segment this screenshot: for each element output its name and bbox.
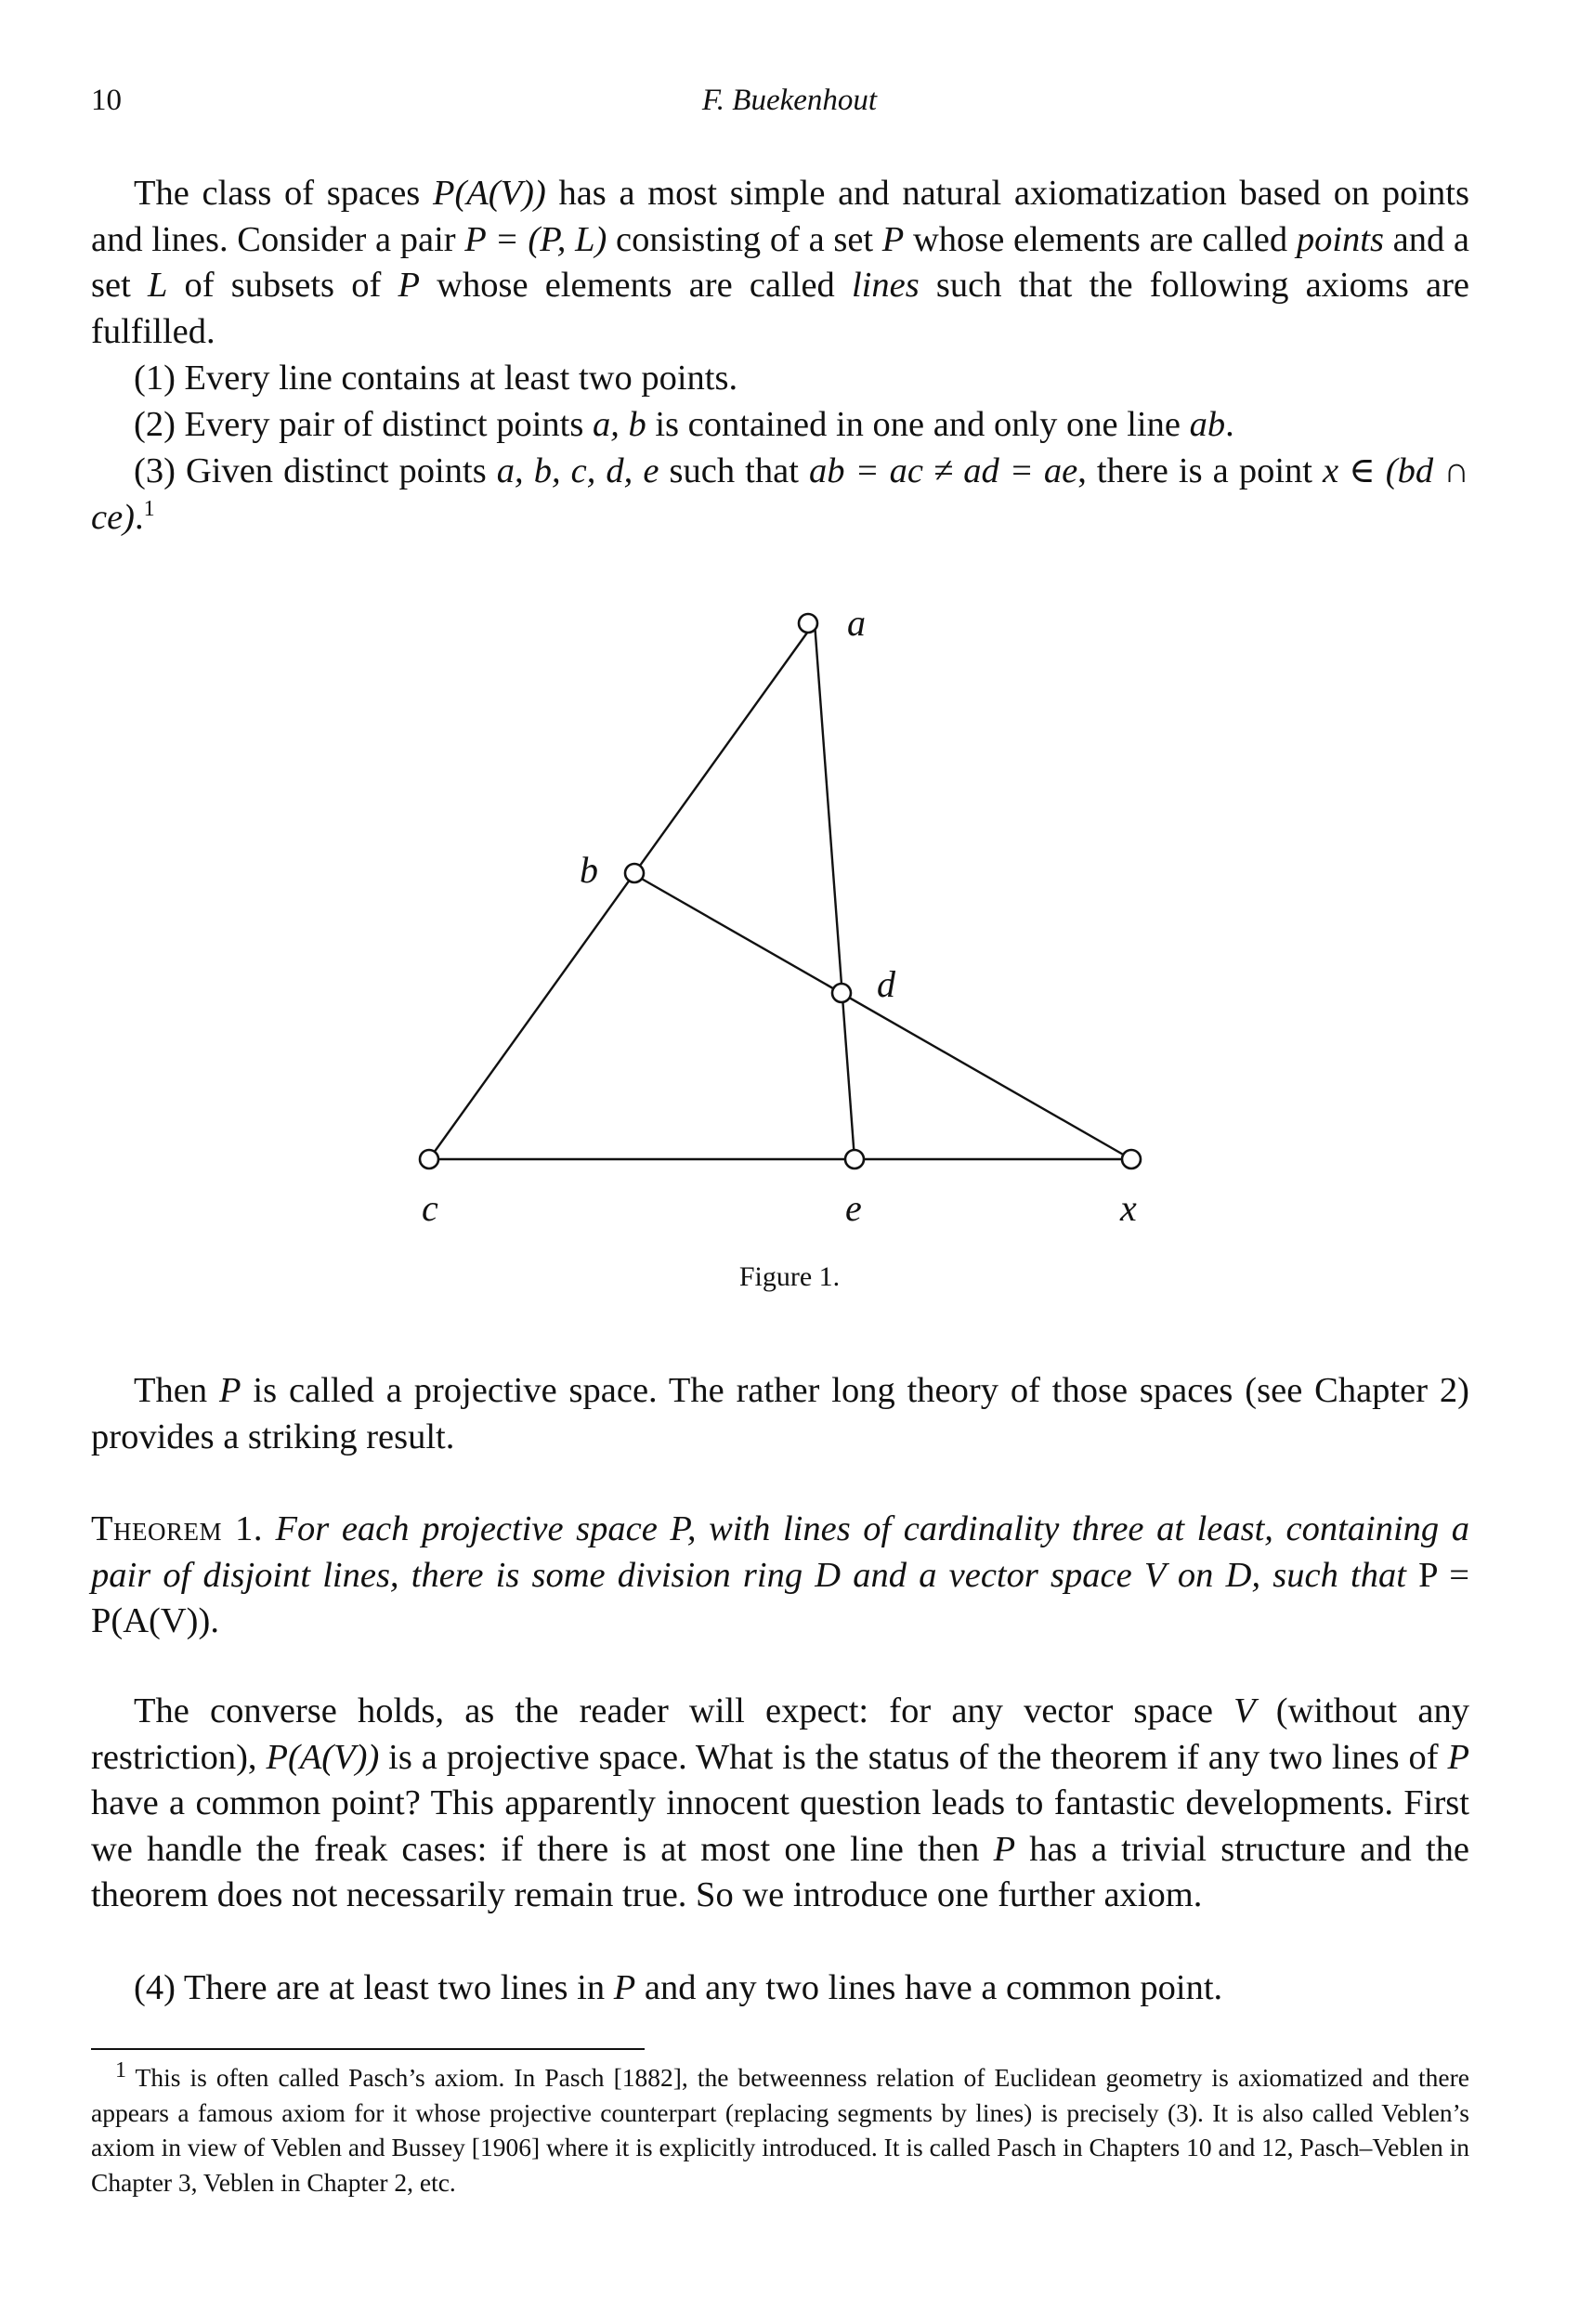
theorem-heading: Theorem 1.: [91, 1509, 263, 1548]
intro-paragraph: The class of spaces P(A(V)) has a most simple and natural axiomatization based on points and lines. Consider a pair P = (P, L) consisting of a set P whose elements are called points and a set L of subsets of P whose elements are called lines such that the following axioms are fulfilled.: [91, 174, 1470, 351]
label-a: a: [847, 602, 866, 644]
after-figure-paragraph: Then P is called a projective space. The rather long theory of those spaces (see Chapter 2) provides a striking result.: [91, 1371, 1469, 1456]
line-ac: [429, 622, 815, 1159]
theorem-1: Theorem 1. For each projective space P, with lines of cardinality three at least, containing a pair of disjoint lines, there is some division ring D and a vector space V on D, such that P = P(A(V)).: [91, 1509, 1469, 1641]
line-ae: [815, 622, 855, 1159]
footnote: $^1$ This is often called Pasch’s axiom. In Pasch [1882], the betweenness relation of Euclidean geometry is axiomatized and there appears a famous axiom for it whose projective counterpart (replacing segments by lines) is precisely (3). It is also called Veblen’s axiom in view of Veblen and Bussey [1906] where it is explicitly introduced. It is called Pasch in Chapters 10 and 12, Pasch–Veblen in Chapter 3, Veblen in Chapter 2, etc.: [91, 2057, 1469, 2197]
footnote-rule: [91, 2048, 645, 2050]
footnote-ref: 1: [143, 496, 155, 521]
page-number: 10: [91, 84, 122, 117]
footnote-marker: 1: [115, 2057, 126, 2082]
axiom-1: (1) Every line contains at least two points.: [134, 359, 738, 398]
axiom-3: (3) Given distinct points a, b, c, d, e such that ab = ac ≠ ad = ae, there is a point x ∈ (bd ∩ ce).$^1$: [91, 451, 1469, 537]
label-d: d: [877, 963, 895, 1005]
point-b: [625, 864, 644, 882]
label-e: e: [845, 1187, 862, 1229]
label-c: c: [422, 1187, 438, 1229]
point-e: [845, 1150, 864, 1169]
point-x: [1122, 1150, 1141, 1169]
label-b: b: [580, 849, 598, 891]
figure-caption: Figure 1.: [738, 1261, 841, 1292]
label-x: x: [1120, 1187, 1137, 1229]
point-a: [799, 614, 817, 633]
axiom-2: (2) Every pair of distinct points a, b is contained in one and only one line ab.: [134, 405, 1234, 444]
point-d: [832, 984, 851, 1002]
running-head: F. Buekenhout: [701, 84, 878, 117]
point-c: [420, 1150, 438, 1169]
axiom-4: (4) There are at least two lines in P and any two lines have a common point.: [134, 1968, 1223, 2007]
line-bx: [633, 874, 1131, 1159]
converse-paragraph: The converse holds, as the reader will expect: for any vector space V (without any restriction), P(A(V)) is a projective space. What is the status of the theorem if any two lines of P have a common point? This apparently innocent question leads to fantastic developments. First we handle the freak cases: if there is at most one line then P has a trivial structure and the theorem does not necessarily remain true. So we introduce one further axiom.: [91, 1691, 1469, 1915]
